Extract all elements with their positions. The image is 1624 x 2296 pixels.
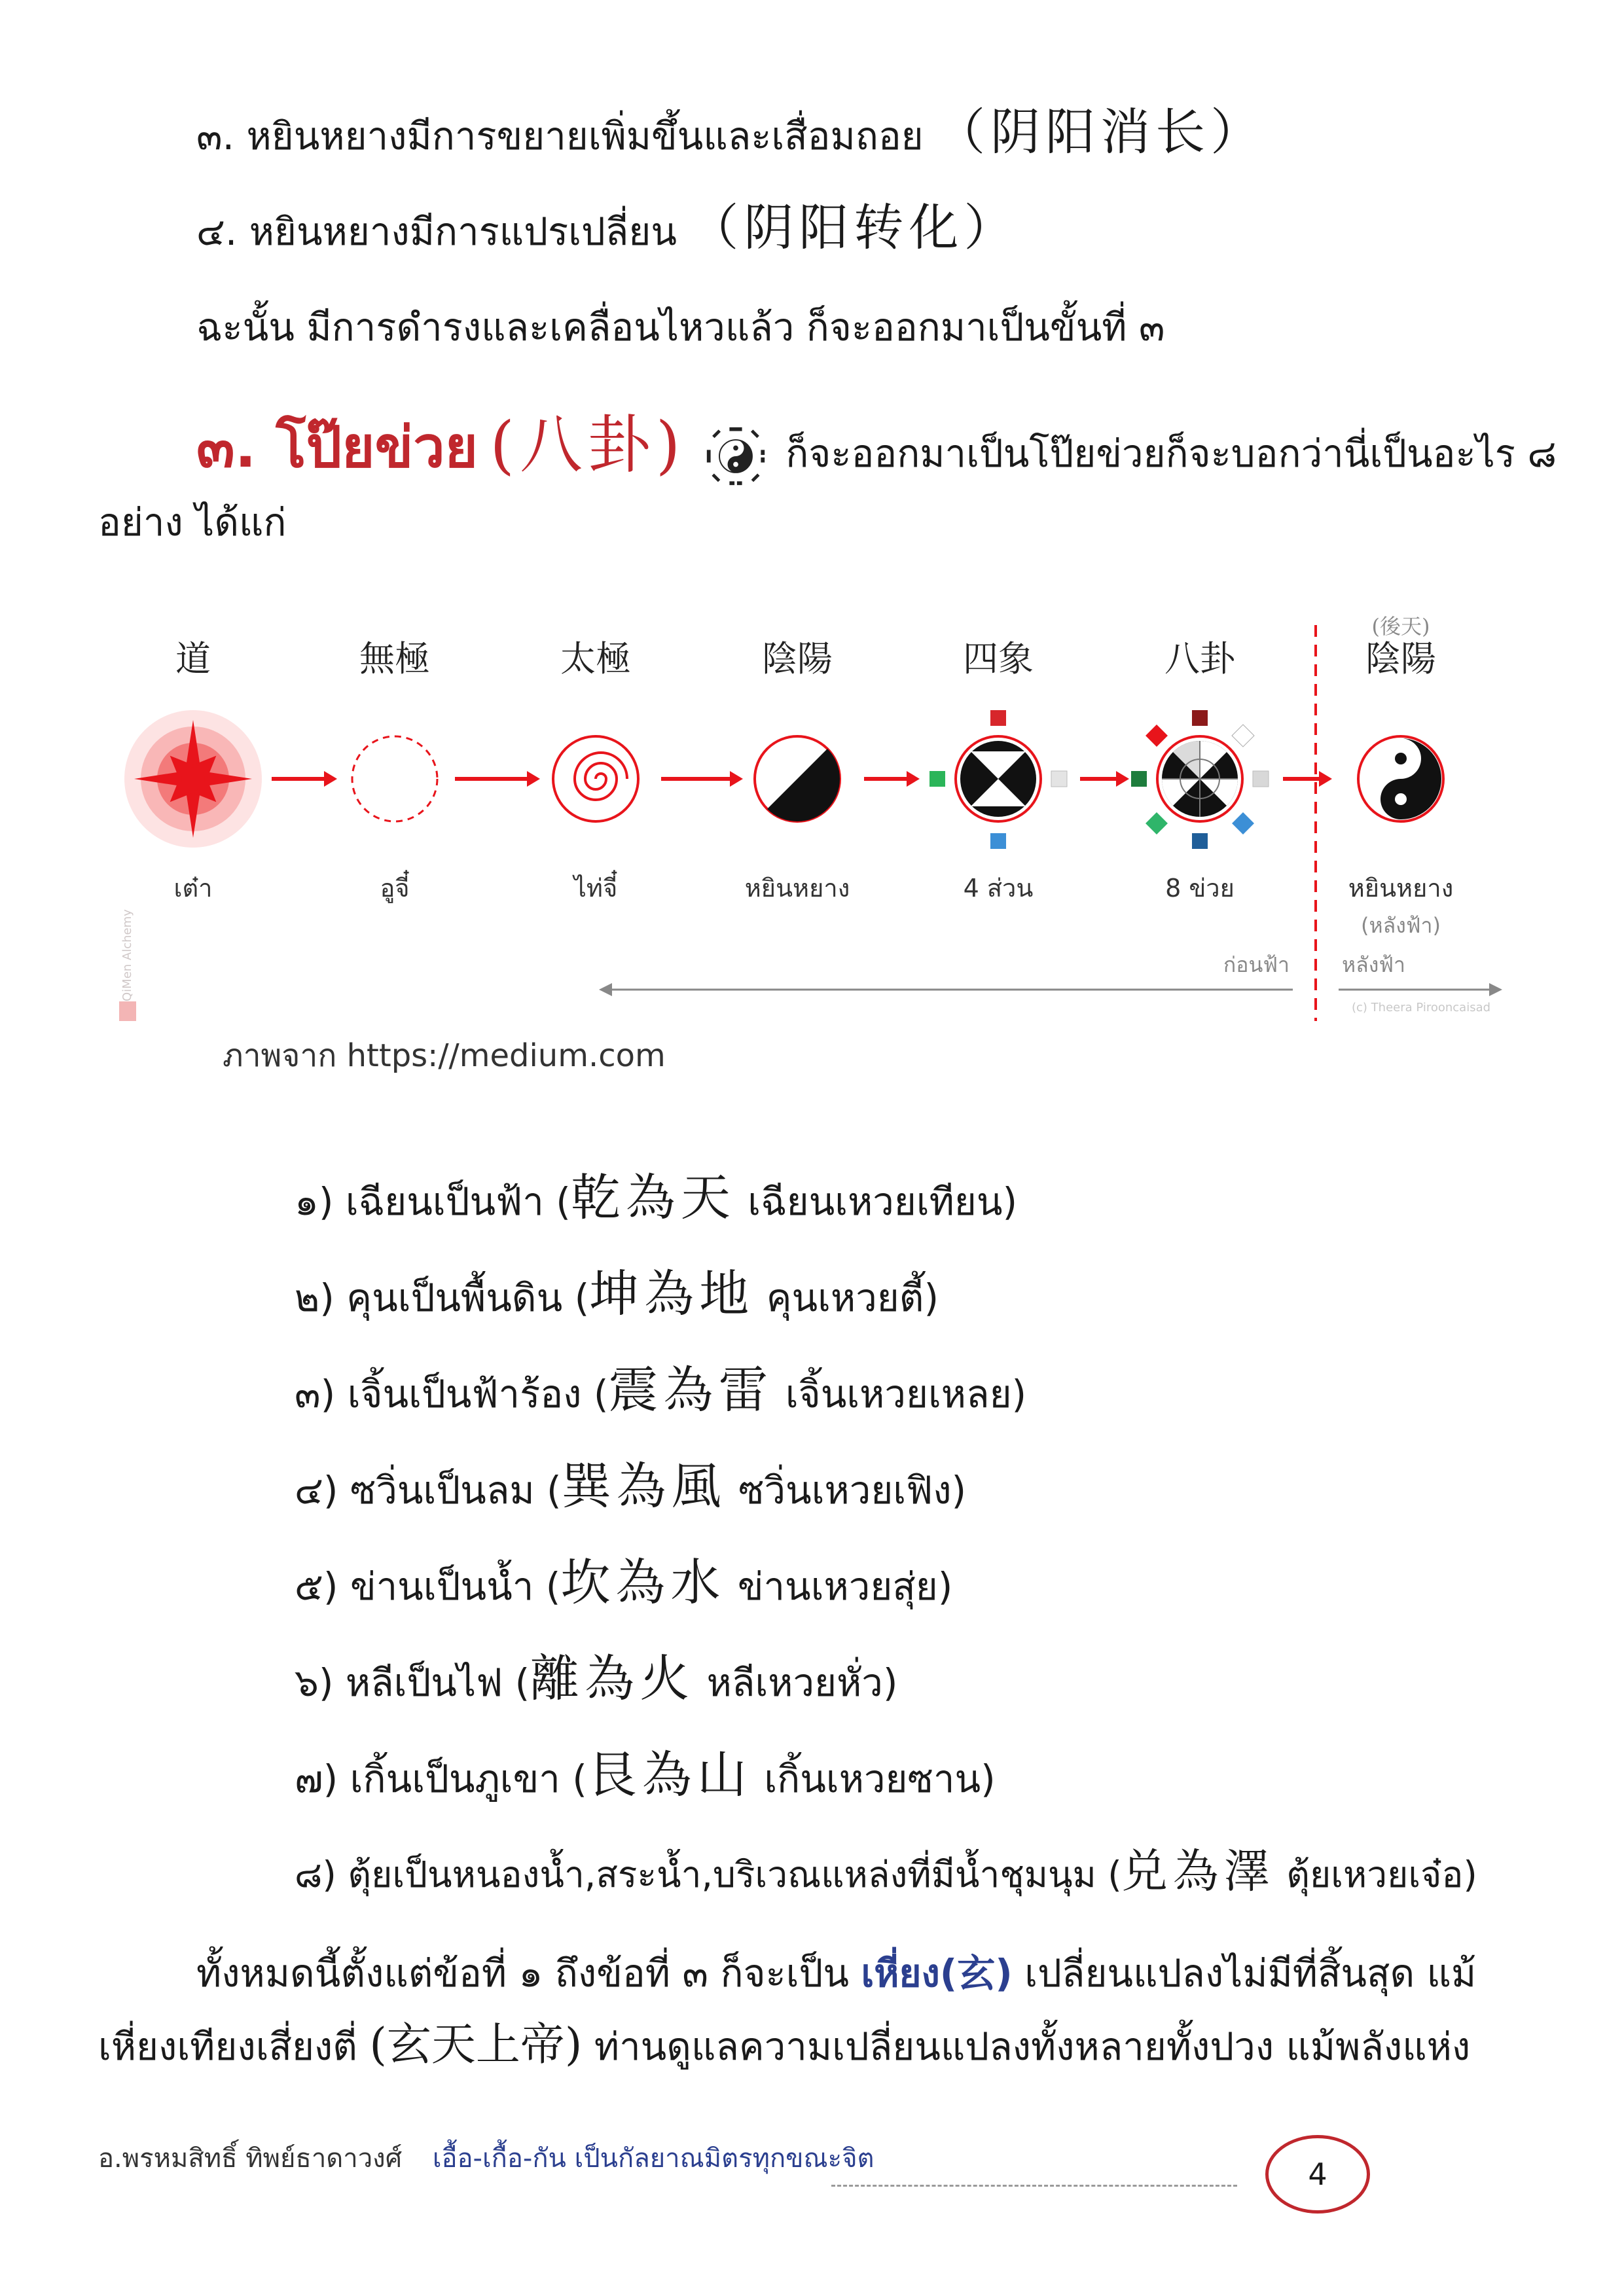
stage-5-cjk: 八卦 [1164,638,1235,679]
stage-6-thai: หยินหยาง [1348,874,1454,903]
intro-point-3-text: ๓. หยินหยางมีการขยายเพิ่มขึ้นและเสื่อมถอย [196,114,924,158]
intro-point-4-text: ๔. หยินหยางมีการแปรเปลี่ยน [196,209,677,254]
closing-line-1 [196,1947,1476,2000]
trigram-7-label: ๗) เกิ้นเป็นภูเขา ( [295,1757,587,1801]
trigram-1-cjk: 乾為天 [570,1168,736,1227]
stage-6-cjk: 陰陽 [1365,638,1436,679]
stage-5-thai: 8 ข่วย [1165,874,1235,903]
closing-xuan-term: เหี่ยง(玄) [861,1951,1013,1996]
four-images-icon [929,710,1067,849]
stage-3-thai: หยินหยาง [744,874,850,903]
trigram-8-label: ๘) ตุ้ยเป็นหนองน้ำ,สระน้ำ,บริเวณแหล่งที่มีน้ำชุมนุม ( [295,1854,1122,1895]
footer-motto: เอื้อ-เกื้อ-กัน เป็นกัลยาณมิตรทุกขณะจิต [432,2144,875,2174]
trigram-6-reading: หลีเหวยหั่ว) [695,1660,898,1705]
timeline-arrow [599,983,1502,996]
list-item [295,1845,1477,1901]
before-heaven-label: ก่อนฟ้า [1223,952,1290,977]
page-footer [98,2137,875,2179]
trigram-4-label: ๔) ซวิ่นเป็นลม ( [295,1468,562,1513]
trigram-1-reading: เฉียนเหวยเทียน) [735,1179,1018,1224]
list-item [295,1265,939,1324]
trigram-3-cjk: 震為雷 [608,1361,774,1419]
closing-line2-b: ท่านดูแลความเปลี่ยนแปลงทั้งหลายทั้งปวง แม้พลังแห่ง [582,2024,1471,2069]
wuji-circle-icon [352,736,437,821]
intro-point-3 [196,103,1266,162]
bagua-taiji-icon [704,425,767,488]
section-heading [196,408,1557,488]
stage-2-cjk: 太極 [560,638,631,679]
stage-0-cjk: 道 [175,638,211,679]
trigram-2-cjk: 坤為地 [589,1265,755,1323]
taiji-spiral-icon [553,736,638,821]
trigram-3-reading: เจิ้นเหวยเหลย) [773,1372,1027,1416]
closing-line2-a: เหี่ยงเทียงเสี่ยงตี่ [98,2024,370,2069]
trigram-5-label: ๕) ข่านเป็นน้ำ ( [295,1564,561,1609]
stage-0-thai: เต๋า [173,874,213,903]
list-item [295,1168,1018,1228]
trigram-5-cjk: 坎為水 [560,1553,726,1611]
trigram-2-reading: คุนเหวยตี้) [754,1276,939,1320]
watermark-logo [119,1001,136,1021]
stage-3-cjk: 陰陽 [762,638,833,679]
closing-line1-a: ทั้งหมดนี้ตั้งแต่ข้อที่ ๑ ถึงข้อที่ ๓ ก็จะเป็น [196,1951,861,1996]
trigram-6-cjk: 離為火 [530,1649,695,1708]
intro-point-3-cjk: （阴阳消长） [935,103,1266,161]
stage-6-sub-note: (หลังฟ้า) [1361,913,1441,938]
section-desc-line2: อย่าง ได้แก่ [98,500,287,545]
page-number: 4 [1265,2135,1370,2214]
tao-to-bagua-diagram [111,615,1538,1021]
trigram-4-reading: ซวิ่นเหวยเฟิง) [726,1468,967,1513]
diagram-caption: ภาพจาก https://medium.com [223,1037,666,1074]
section-number-title: ๓. โป๊ยข่วย [196,415,478,480]
trigram-7-reading: เกิ้นเหวยซาน) [751,1757,996,1801]
stage-4-thai: 4 ส่วน [963,874,1034,903]
trigram-8-cjk: 兑為澤 [1121,1844,1275,1898]
closing-line2-cjk: (玄天上帝) [369,2019,583,2071]
stage-1-thai: อูจี๋ [380,874,410,903]
footer-author: อ.พรหมสิทธิ์ ทิพย์ธาดาวงศ์ [98,2144,403,2174]
list-item [295,1649,898,1709]
list-item [295,1553,953,1613]
intro-point-4 [196,198,1019,258]
list-item [295,1746,996,1805]
list-item [295,1361,1027,1420]
watermark-left: QiMen Alchemy [120,909,134,1001]
list-item [295,1457,967,1516]
intro-conclusion: ฉะนั้น มีการดำรงและเคลื่อนไหวแล้ว ก็จะออกมาเป็นขั้นที่ ๓ [196,305,1165,350]
trigram-3-label: ๓) เจิ้นเป็นฟ้าร้อง ( [295,1372,609,1416]
diagram-svg [111,615,1538,1021]
intro-point-4-cjk: （阴阳转化） [689,198,1019,257]
closing-line1-b: เปลี่ยนแปลงไม่มีที่สิ้นสุด แม้ [1012,1951,1477,1996]
watermark-right: (c) Theera Pirooncaisad [1352,1001,1491,1014]
trigram-8-reading: ตุ้ยเหวยเจ๋อ) [1274,1854,1477,1895]
yinyang-split-icon [755,736,840,821]
after-heaven-label: หลังฟ้า [1342,952,1405,977]
tao-star-icon [124,710,262,848]
stage-2-thai: ไท่จี๋ [573,874,618,903]
stage-4-cjk: 四象 [963,638,1034,679]
footer-divider [831,2185,1237,2187]
eight-trigrams-icon [1131,710,1269,849]
closing-line-2 [98,2019,1470,2073]
trigram-4-cjk: 巽為風 [561,1457,727,1515]
trigram-7-cjk: 艮為山 [586,1746,752,1804]
trigram-5-reading: ข่านเหวยสุ่ย) [725,1564,953,1609]
stage-1-cjk: 無極 [359,638,430,679]
trigram-1-label: ๑) เฉียนเป็นฟ้า ( [295,1179,571,1224]
stage-6-top-note: (後天) [1371,615,1430,639]
section-desc-line1: ก็จะออกมาเป็นโป๊ยข่วยก็จะบอกว่านี่เป็นอะไร ๘ [785,431,1557,476]
yinyang-taiji-icon [1358,736,1443,821]
trigram-2-label: ๒) คุนเป็นพื้นดิน ( [295,1276,590,1320]
trigram-6-label: ๖) หลีเป็นไฟ ( [295,1660,530,1705]
section-cjk-title: (八卦) [490,408,686,482]
